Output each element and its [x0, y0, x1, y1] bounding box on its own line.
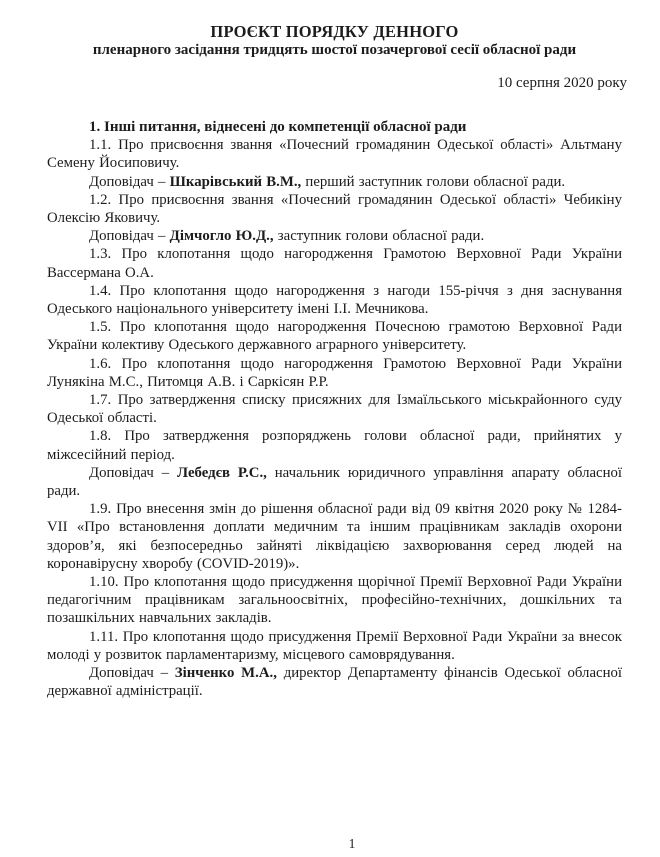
- agenda-paragraph: [47, 245, 622, 281]
- text-segment: перший заступник голови обласної ради.: [301, 173, 566, 190]
- text-segment: 1.1. Про присвоєння звання «Почесний громадянин Одеської області» Альтману Семену Йосиповичу.: [47, 137, 622, 172]
- document-date: 10 серпня 2020 року: [497, 75, 627, 91]
- agenda-paragraph: [47, 573, 622, 628]
- speaker-name: Дімчогло Ю.Д.,: [169, 228, 274, 245]
- text-segment: 1.10. Про клопотання щодо присудження щорічної Премії Верховної Ради України педагогічним працівникам загальноосвітніх, професійно-технічних, дошкільних та позашкільних навчальних закладів.: [47, 574, 622, 627]
- text-segment: 1.9. Про внесення змін до рішення обласної ради від 09 квітня 2020 року № 1284-VII «Про встановлення доплати медичним та іншим працівникам закладів охорони здоров’я, які безпосередньо зайняті ліквідацією захворювання серед людей на коронавірусну хворобу (COVID-2019)».: [47, 501, 622, 572]
- text-segment: 1.4. Про клопотання щодо нагородження з нагоди 155-річчя з дня заснування Одеського національного університету імені І.І. Мечникова.: [47, 282, 622, 318]
- agenda-paragraph: [47, 136, 622, 172]
- agenda-paragraph: [47, 282, 622, 318]
- agenda-paragraph: [47, 628, 622, 664]
- text-segment: 1.6. Про клопотання щодо нагородження Грамотою Верховної Ради України Лунякіна М.С., Питомця А.В. і Саркісян Р.Р.: [47, 355, 622, 390]
- agenda-paragraph: [47, 318, 622, 354]
- agenda-paragraph: [47, 664, 622, 700]
- text-segment: 1.2. Про присвоєння звання «Почесний громадянин Одеської області» Чебикіну Олексію Яковичу.: [47, 191, 622, 227]
- speaker-name: Шкарівський В.М.,: [169, 173, 302, 190]
- text-segment: 1.7. Про затвердження списку присяжних для Ізмаїльського міськрайонного суду Одеської області.: [47, 392, 622, 427]
- text-segment: 1.11. Про клопотання щодо присудження Премії Верховної Ради України за внесок молоді у розвиток парламентаризму, місцевого самоврядування.: [47, 628, 622, 663]
- agenda-paragraph: [47, 391, 622, 427]
- text-segment: директор Департаменту фінансів Одеської обласної державної адміністрації.: [47, 665, 623, 700]
- text-segment: Доповідач –: [89, 228, 170, 245]
- text-segment: 1.8. Про затвердження розпоряджень голови обласної ради, прийнятих у міжсесійний період.: [47, 428, 622, 463]
- agenda-paragraph: [47, 427, 622, 463]
- document-body: [47, 136, 622, 700]
- speaker-name: Лебедєв Р.С.,: [177, 464, 267, 481]
- agenda-paragraph: [47, 500, 622, 573]
- document-subtitle: пленарного засідання тридцять шостої позачергової сесії обласної ради: [92, 42, 577, 58]
- text-segment: Доповідач –: [89, 464, 178, 481]
- agenda-paragraph: [47, 464, 622, 500]
- agenda-paragraph: [47, 227, 622, 245]
- agenda-paragraph: [47, 173, 622, 191]
- text-segment: Доповідач –: [89, 173, 170, 190]
- text-segment: заступник голови обласної ради.: [273, 228, 485, 245]
- agenda-paragraph: [47, 355, 622, 391]
- document-title: ПРОЄКТ ПОРЯДКУ ДЕННОГО: [210, 22, 459, 41]
- speaker-name: Зінченко М.А.,: [174, 665, 277, 682]
- page-number: 1: [348, 836, 356, 851]
- text-segment: 1.5. Про клопотання щодо нагородження Почесною грамотою Верховної Ради України колективу Одеського державного аграрного університету.: [47, 319, 622, 354]
- text-segment: начальник юридичного управління апарату обласної ради.: [47, 464, 623, 500]
- text-segment: Доповідач –: [89, 665, 175, 682]
- section-heading: 1. Інші питання, віднесені до компетенції обласної ради: [89, 119, 467, 135]
- text-segment: 1.3. Про клопотання щодо нагородження Грамотою Верховної Ради України Вассермана О.А.: [47, 246, 622, 281]
- agenda-paragraph: [47, 191, 622, 227]
